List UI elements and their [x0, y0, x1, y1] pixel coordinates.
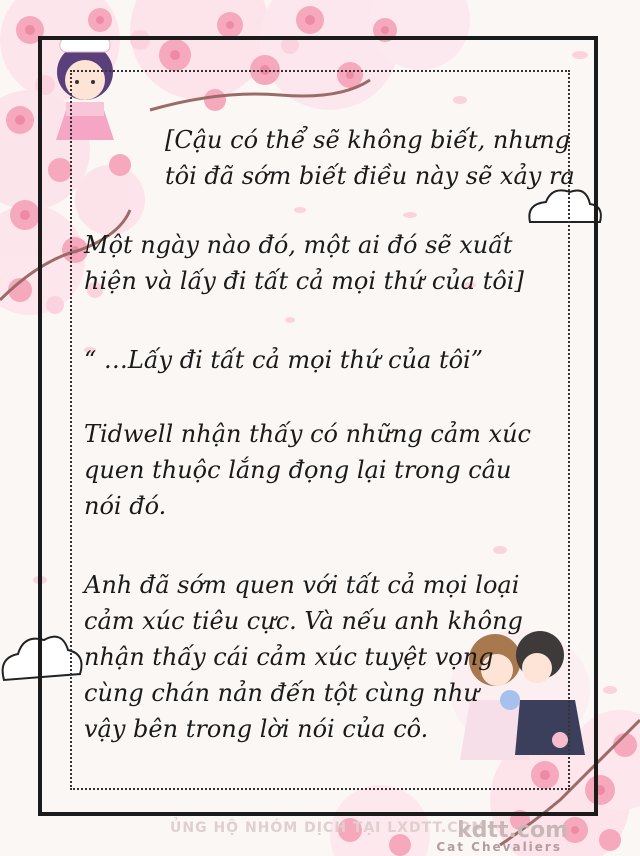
story-line: Một ngày nào đó, một ai đó sẽ xuất — [84, 231, 513, 259]
watermark-text: ỦNG HỘ NHÓM DỊCH TẠI LXDTT.COM — [170, 820, 487, 836]
story-line: nhận thấy cái cảm xúc tuyệt vọng — [84, 643, 494, 671]
story-line: “ …Lấy đi tất cả mọi thứ của tôi” — [84, 346, 483, 374]
watermark-sub: Cat Chevaliers — [436, 840, 562, 854]
watermark — [160, 818, 580, 854]
story-line: cùng chán nản đến tột cùng như — [84, 679, 479, 707]
story-line: [Cậu có thể sẽ không biết, nhưng — [165, 126, 571, 154]
watermark-brand: kdtt.com — [457, 818, 568, 843]
story-line: vậy bên trong lời nói của cô. — [84, 715, 429, 743]
story-line: cảm xúc tiêu cực. Và nếu anh không — [84, 607, 523, 635]
story-line: hiện và lấy đi tất cả mọi thứ của tôi] — [84, 267, 524, 295]
story-line: Anh đã sớm quen với tất cả mọi loại — [84, 571, 520, 599]
story-line: tôi đã sớm biết điều này sẽ xảy ra — [165, 162, 575, 190]
story-line: nói đó. — [84, 492, 167, 520]
story-line: quen thuộc lắng đọng lại trong câu — [84, 456, 512, 484]
story-line: Tidwell nhận thấy có những cảm xúc — [84, 420, 531, 448]
